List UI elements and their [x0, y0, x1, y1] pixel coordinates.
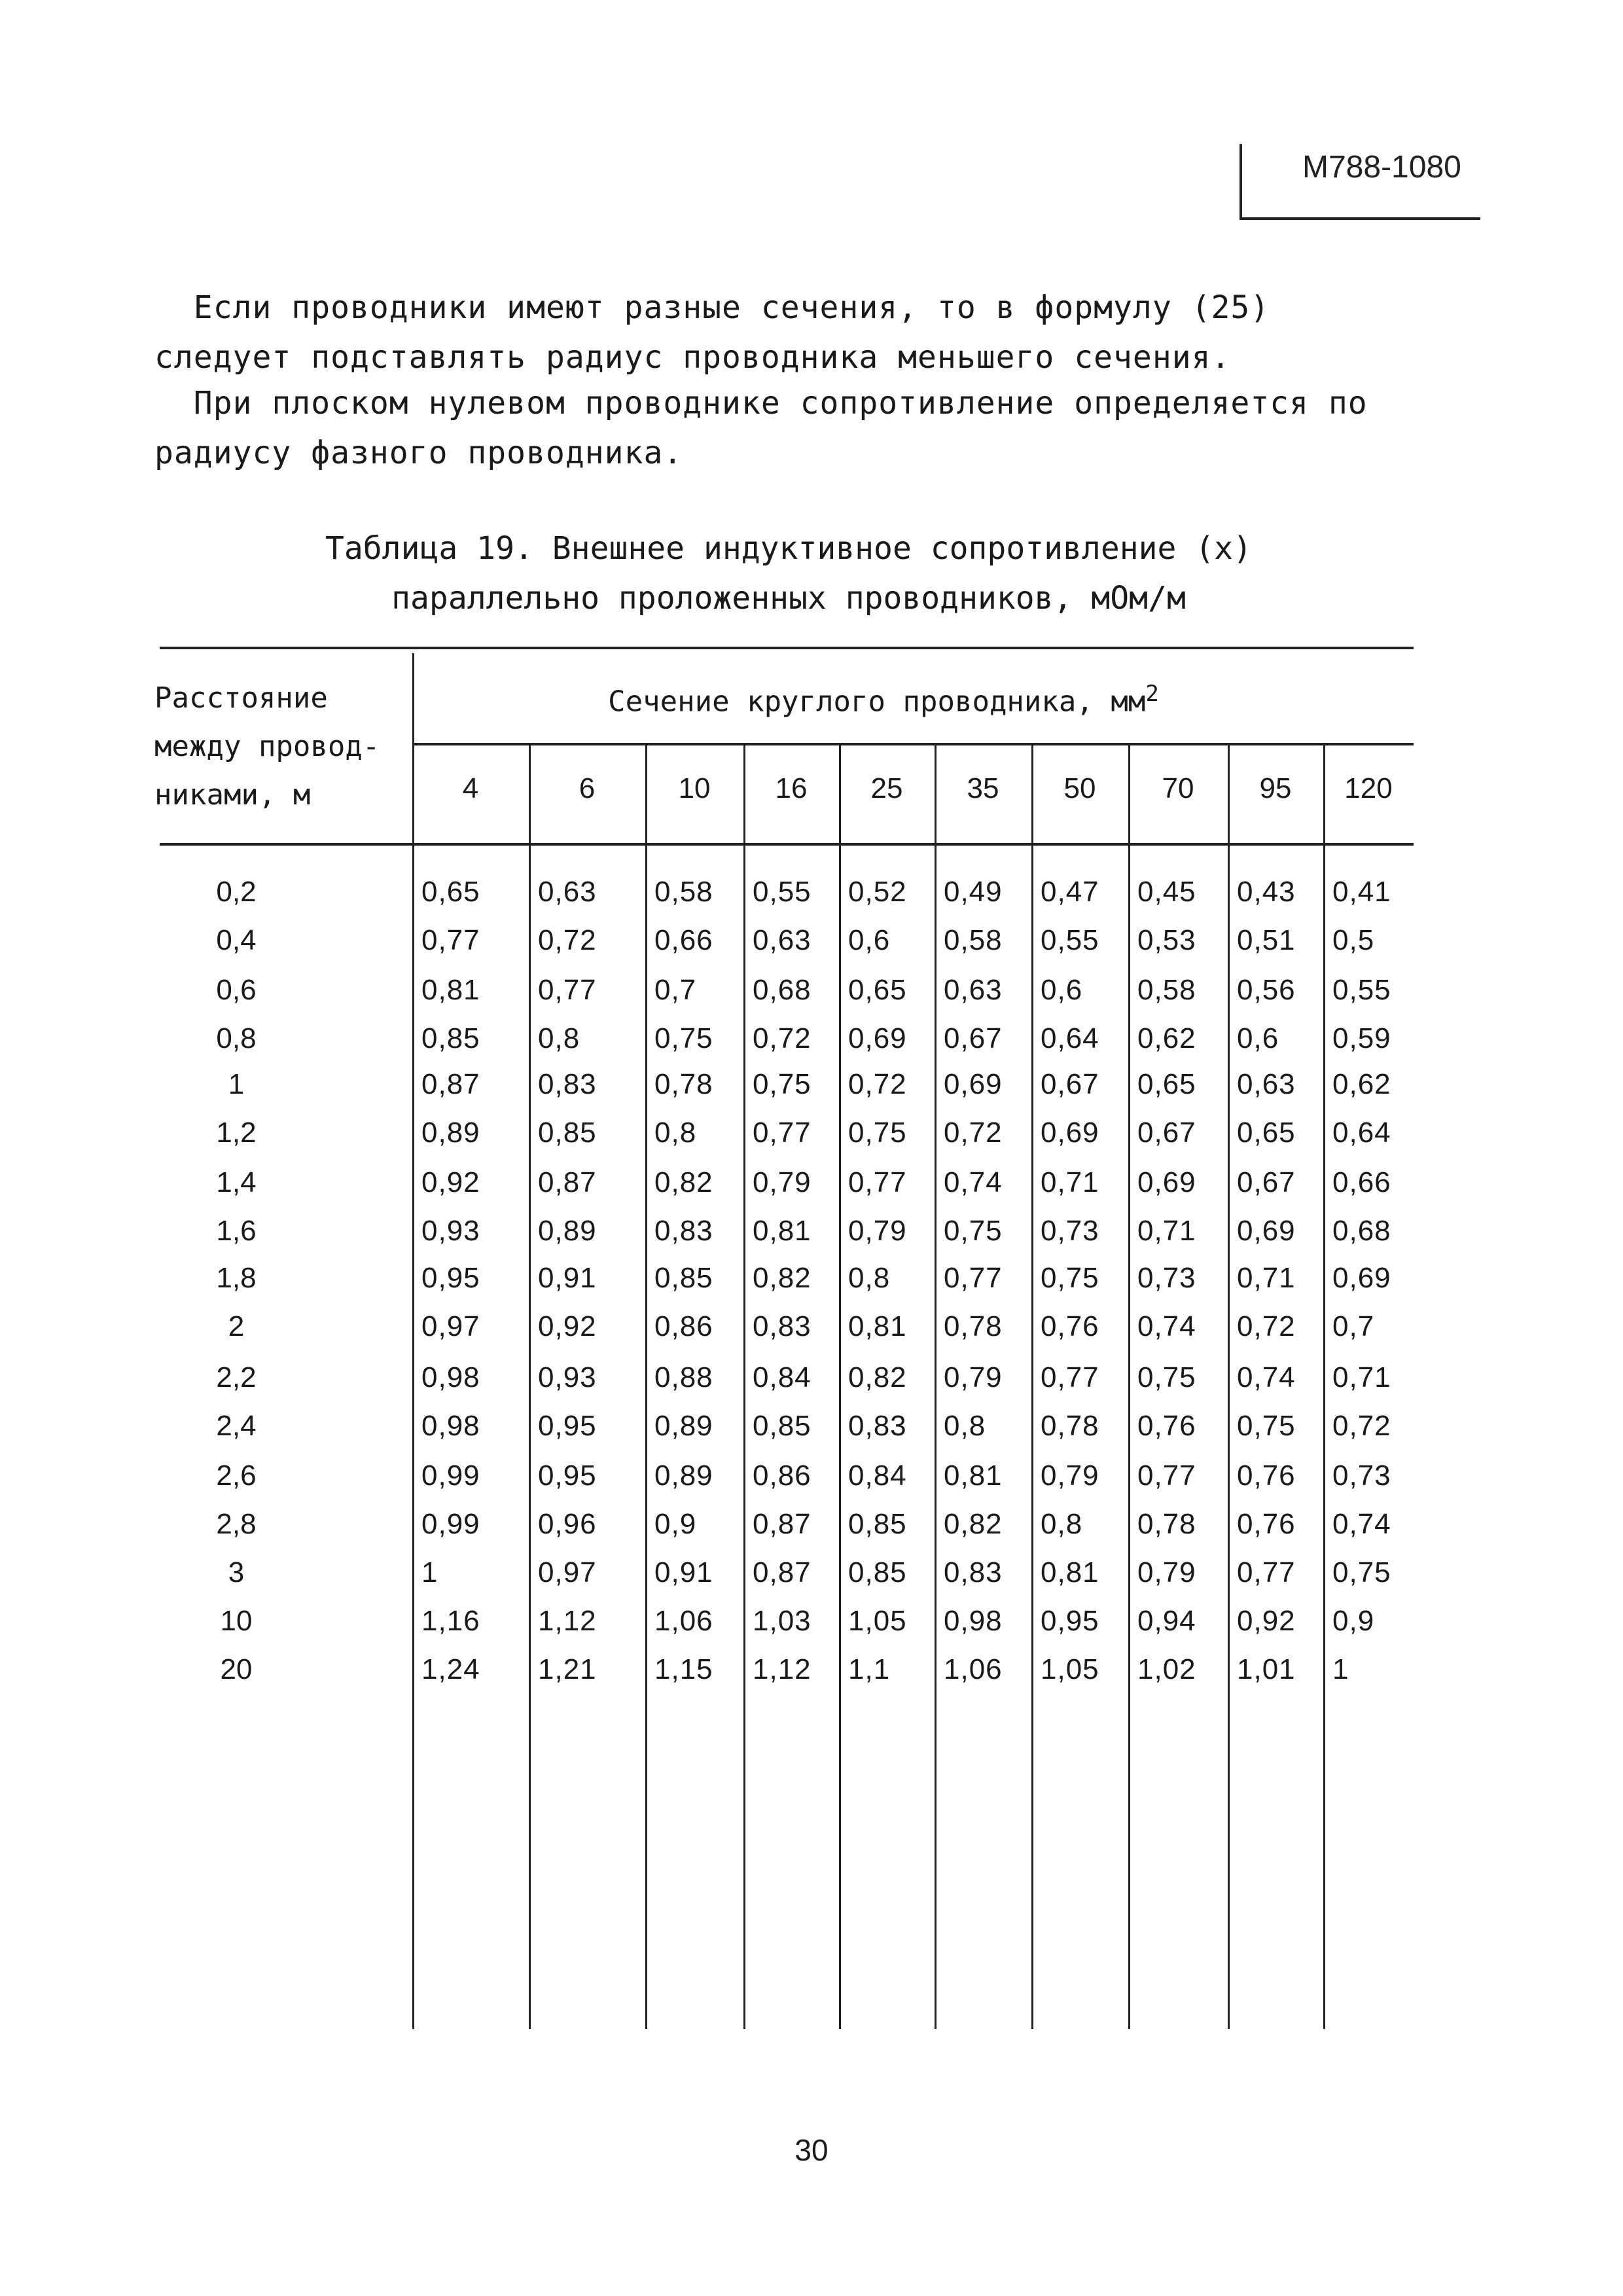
table-cell: 0,58 [654, 876, 713, 908]
table-cell: 0,67 [944, 1022, 1003, 1054]
table-cell: 0,95 [421, 1262, 480, 1294]
paragraph-1-line-2: следует подставлять радиус проводника меньшего сечения. [154, 339, 1231, 376]
table-cell: 0,51 [1237, 924, 1296, 956]
table-cell: 0,69 [1137, 1166, 1196, 1198]
table-cell: 0,45 [1137, 876, 1196, 908]
table-cell: 0,87 [538, 1166, 597, 1198]
table-cell: 1,02 [1137, 1653, 1196, 1685]
table-cell: 0,82 [944, 1508, 1003, 1540]
table-cell: 0,65 [848, 974, 907, 1006]
table-cell: 0,69 [944, 1068, 1003, 1100]
table-cell: 0,63 [538, 876, 597, 908]
table-cell: 0,99 [421, 1508, 480, 1540]
table-cell: 0,76 [1237, 1460, 1296, 1492]
table-cell: 0,75 [848, 1117, 907, 1149]
table-top-rule [160, 647, 1414, 649]
table-cell: 0,82 [753, 1262, 812, 1294]
table-cell: 0,71 [1332, 1361, 1391, 1393]
table-cell: 0,98 [944, 1605, 1003, 1637]
table-cell: 0,72 [848, 1068, 907, 1100]
table-cell: 0,75 [1332, 1556, 1391, 1588]
table-cell: 0,69 [848, 1022, 907, 1054]
table-cell: 0,78 [1041, 1410, 1099, 1442]
table-cell: 0,85 [421, 1022, 480, 1054]
column-header: 25 [870, 772, 903, 804]
table-header-bottom-rule [160, 843, 1414, 846]
table-cell: 0,79 [944, 1361, 1003, 1393]
paragraph-1-line-1: Если проводники имеют разные сечения, то в формулу (25) [154, 289, 1270, 326]
table-cell: 0,41 [1332, 876, 1391, 908]
table-cell: 0,49 [944, 876, 1003, 908]
table-cell: 0,83 [944, 1556, 1003, 1588]
table-cell: 0,93 [538, 1361, 597, 1393]
table-cell: 1,12 [753, 1653, 812, 1685]
table-cell: 0,87 [421, 1068, 480, 1100]
table-cell: 0,77 [1041, 1361, 1099, 1393]
table-cell: 1,1 [848, 1653, 891, 1685]
column-rule [743, 745, 745, 2029]
table-cell: 0,74 [1332, 1508, 1391, 1540]
table-cell: 1,24 [421, 1653, 480, 1685]
table-cell: 0,65 [1237, 1117, 1296, 1149]
table-cell: 0,85 [753, 1410, 812, 1442]
table-cell: 0,66 [1332, 1166, 1391, 1198]
table-cell: 0,72 [1237, 1310, 1296, 1342]
table-cell: 0,63 [944, 974, 1003, 1006]
column-header: 16 [775, 772, 808, 804]
table-cell: 0,79 [848, 1215, 907, 1247]
table-cell: 0,77 [1237, 1556, 1296, 1588]
table-cell: 0,67 [1237, 1166, 1296, 1198]
table-cell: 0,88 [654, 1361, 713, 1393]
table-cell: 0,77 [538, 974, 597, 1006]
table-cell: 0,77 [421, 924, 480, 956]
paragraph-2-line-1: При плоском нулевом проводнике сопротивление определяется по [154, 385, 1368, 422]
column-header: 50 [1063, 772, 1096, 804]
table-cell: 1,06 [654, 1605, 713, 1637]
column-rule [1128, 745, 1130, 2029]
column-header: 70 [1162, 772, 1194, 804]
row-label: 1,2 [216, 1117, 257, 1149]
table-cell: 0,56 [1237, 974, 1296, 1006]
table-cell: 0,75 [1137, 1361, 1196, 1393]
row-label: 2,8 [216, 1508, 257, 1540]
column-header: 6 [579, 772, 596, 804]
table-cell: 0,81 [1041, 1556, 1099, 1588]
table-cell: 0,52 [848, 876, 907, 908]
column-header: 4 [462, 772, 479, 804]
stub-header-line-2: между провод- [154, 730, 380, 763]
column-header: 95 [1259, 772, 1292, 804]
table-cell: 0,66 [654, 924, 713, 956]
table-cell: 0,83 [654, 1215, 713, 1247]
table-cell: 0,67 [1041, 1068, 1099, 1100]
table-cell: 0,89 [538, 1215, 597, 1247]
row-label: 2 [228, 1310, 245, 1342]
table-cell: 0,75 [944, 1215, 1003, 1247]
table-cell: 0,81 [753, 1215, 812, 1247]
table-caption-line-1: Таблица 19. Внешнее индуктивное сопротивление (x) [325, 530, 1253, 567]
table-cell: 0,79 [1041, 1460, 1099, 1492]
table-cell: 0,74 [1137, 1310, 1196, 1342]
table-cell: 0,96 [538, 1508, 597, 1540]
table-cell: 0,83 [753, 1310, 812, 1342]
column-rule [645, 745, 647, 2029]
table-cell: 0,71 [1237, 1262, 1296, 1294]
column-rule [935, 745, 936, 2029]
table-cell: 0,97 [538, 1556, 597, 1588]
table-cell: 0,74 [1237, 1361, 1296, 1393]
stub-header [154, 674, 403, 819]
table-cell: 0,95 [538, 1410, 597, 1442]
table-cell: 1,05 [1041, 1653, 1099, 1685]
table-cell: 0,97 [421, 1310, 480, 1342]
table-cell: 0,77 [944, 1262, 1003, 1294]
stub-header-line-1: Расстояние [154, 681, 328, 715]
table-cell: 0,81 [944, 1460, 1003, 1492]
table-cell: 0,72 [538, 924, 597, 956]
table-cell: 0,62 [1137, 1022, 1196, 1054]
main-header [419, 681, 1348, 719]
main-header-superscript: 2 [1145, 681, 1159, 707]
row-label: 1 [228, 1068, 245, 1100]
table-cell: 0,59 [1332, 1022, 1391, 1054]
table-cell: 0,85 [848, 1508, 907, 1540]
doc-code: М788-1080 [1302, 150, 1461, 185]
stub-header-line-3: никами, м [154, 778, 311, 812]
table-cell: 0,84 [753, 1361, 812, 1393]
table-cell: 0,9 [1332, 1605, 1375, 1637]
row-label: 3 [228, 1556, 245, 1588]
row-label: 2,6 [216, 1460, 257, 1492]
table-cell: 0,86 [753, 1460, 812, 1492]
column-header: 35 [967, 772, 999, 804]
table-cell: 0,95 [538, 1460, 597, 1492]
table-cell: 0,85 [654, 1262, 713, 1294]
table-cell: 0,89 [654, 1410, 713, 1442]
table-cell: 0,95 [1041, 1605, 1099, 1637]
page-number: 30 [794, 2133, 829, 2167]
table-cell: 0,75 [753, 1068, 812, 1100]
table-cell: 1,21 [538, 1653, 597, 1685]
table-cell: 0,76 [1237, 1508, 1296, 1540]
table-cell: 0,98 [421, 1410, 480, 1442]
table-cell: 0,73 [1332, 1460, 1391, 1492]
table-cell: 0,75 [1237, 1410, 1296, 1442]
table-cell: 0,64 [1332, 1117, 1391, 1149]
table-cell: 0,94 [1137, 1605, 1196, 1637]
table-cell: 0,92 [538, 1310, 597, 1342]
table-cell: 0,55 [1332, 974, 1391, 1006]
row-label: 0,2 [216, 876, 257, 908]
table-cell: 0,91 [654, 1556, 713, 1588]
row-label: 0,6 [216, 974, 257, 1006]
table-cell: 0,78 [654, 1068, 713, 1100]
column-rule [529, 745, 531, 2029]
table-cell: 1,15 [654, 1653, 713, 1685]
table-cell: 1,01 [1237, 1653, 1296, 1685]
table-cell: 0,83 [848, 1410, 907, 1442]
table-cell: 0,65 [1137, 1068, 1196, 1100]
column-rule [1323, 745, 1325, 2029]
table-cell: 1,05 [848, 1605, 907, 1637]
table-cell: 0,63 [753, 924, 812, 956]
table-cell: 0,55 [1041, 924, 1099, 956]
table-cell: 0,7 [1332, 1310, 1375, 1342]
table-cell: 0,78 [944, 1310, 1003, 1342]
row-label: 0,8 [216, 1022, 257, 1054]
table-cell: 0,58 [1137, 974, 1196, 1006]
table-subheader-rule [412, 743, 1414, 745]
table-cell: 0,64 [1041, 1022, 1099, 1054]
table-cell: 0,5 [1332, 924, 1375, 956]
table-cell: 0,79 [1137, 1556, 1196, 1588]
row-label: 0,4 [216, 924, 257, 956]
table-cell: 0,72 [944, 1117, 1003, 1149]
paragraph-2-line-2: радиусу фазного проводника. [154, 435, 683, 471]
table-cell: 0,8 [1041, 1508, 1083, 1540]
row-label: 1,4 [216, 1166, 257, 1198]
table-cell: 0,73 [1041, 1215, 1099, 1247]
table-cell: 0,73 [1137, 1262, 1196, 1294]
table-cell: 0,9 [654, 1508, 697, 1540]
table-cell: 0,89 [421, 1117, 480, 1149]
table-cell: 0,8 [538, 1022, 580, 1054]
table-cell: 0,43 [1237, 876, 1296, 908]
row-label: 1,6 [216, 1215, 257, 1247]
table-caption [157, 524, 1420, 623]
row-label: 2,2 [216, 1361, 257, 1393]
table-cell: 0,87 [753, 1556, 812, 1588]
table-cell: 0,78 [1137, 1508, 1196, 1540]
table-cell: 0,85 [538, 1117, 597, 1149]
table-cell: 0,85 [848, 1556, 907, 1588]
table-cell: 1 [1332, 1653, 1349, 1685]
table-cell: 0,58 [944, 924, 1003, 956]
column-rule [412, 653, 414, 2029]
table-cell: 0,8 [654, 1117, 697, 1149]
table-cell: 0,53 [1137, 924, 1196, 956]
table-cell: 0,99 [421, 1460, 480, 1492]
table-cell: 0,63 [1237, 1068, 1296, 1100]
table-cell: 0,71 [1137, 1215, 1196, 1247]
table-cell: 0,69 [1332, 1262, 1391, 1294]
table-cell: 0,6 [1237, 1022, 1279, 1054]
table-cell: 0,81 [421, 974, 480, 1006]
table-cell: 0,7 [654, 974, 697, 1006]
table-cell: 0,72 [753, 1022, 812, 1054]
table-cell: 0,92 [421, 1166, 480, 1198]
table-cell: 0,75 [654, 1022, 713, 1054]
table-cell: 0,68 [753, 974, 812, 1006]
table-cell: 0,82 [848, 1361, 907, 1393]
row-label: 2,4 [216, 1410, 257, 1442]
table-cell: 1,16 [421, 1605, 480, 1637]
table-cell: 0,81 [848, 1310, 907, 1342]
paragraph-1 [154, 283, 1437, 382]
table-cell: 0,69 [1237, 1215, 1296, 1247]
table-cell: 0,93 [421, 1215, 480, 1247]
table-cell: 0,72 [1332, 1410, 1391, 1442]
table-cell: 0,77 [753, 1117, 812, 1149]
table-cell: 0,92 [1237, 1605, 1296, 1637]
table-cell: 0,86 [654, 1310, 713, 1342]
column-rule [1031, 745, 1033, 2029]
table-cell: 0,8 [848, 1262, 891, 1294]
table-cell: 0,82 [654, 1166, 713, 1198]
table-cell: 0,8 [944, 1410, 986, 1442]
table-cell: 0,74 [944, 1166, 1003, 1198]
table-cell: 0,87 [753, 1508, 812, 1540]
table-cell: 0,83 [538, 1068, 597, 1100]
table-cell: 0,68 [1332, 1215, 1391, 1247]
paragraph-2 [154, 378, 1437, 478]
table-cell: 1,06 [944, 1653, 1003, 1685]
table-cell: 0,6 [848, 924, 891, 956]
table-cell: 0,55 [753, 876, 812, 908]
table-cell: 0,84 [848, 1460, 907, 1492]
table-caption-line-2: параллельно проложенных проводников, мОм/м [391, 580, 1186, 617]
table-cell: 0,62 [1332, 1068, 1391, 1100]
main-header-text: Сечение круглого проводника, мм [608, 685, 1146, 719]
table-cell: 0,76 [1137, 1410, 1196, 1442]
table-cell: 1,03 [753, 1605, 812, 1637]
table-cell: 0,77 [1137, 1460, 1196, 1492]
row-label: 20 [220, 1653, 253, 1685]
table-cell: 0,89 [654, 1460, 713, 1492]
table-cell: 0,71 [1041, 1166, 1099, 1198]
table-cell: 1 [421, 1556, 438, 1588]
table-cell: 0,47 [1041, 876, 1099, 908]
table-cell: 0,79 [753, 1166, 812, 1198]
table-cell: 0,67 [1137, 1117, 1196, 1149]
table-cell: 1,12 [538, 1605, 597, 1637]
row-label: 10 [220, 1605, 253, 1637]
table-cell: 0,98 [421, 1361, 480, 1393]
table-cell: 0,75 [1041, 1262, 1099, 1294]
column-header: 10 [678, 772, 711, 804]
column-header: 120 [1344, 772, 1393, 804]
table-cell: 0,65 [421, 876, 480, 908]
table-cell: 0,91 [538, 1262, 597, 1294]
column-rule [1228, 745, 1230, 2029]
table-cell: 0,76 [1041, 1310, 1099, 1342]
table-cell: 0,6 [1041, 974, 1083, 1006]
table-cell: 0,77 [848, 1166, 907, 1198]
table-cell: 0,69 [1041, 1117, 1099, 1149]
column-rule [839, 745, 841, 2029]
row-label: 1,8 [216, 1262, 257, 1294]
